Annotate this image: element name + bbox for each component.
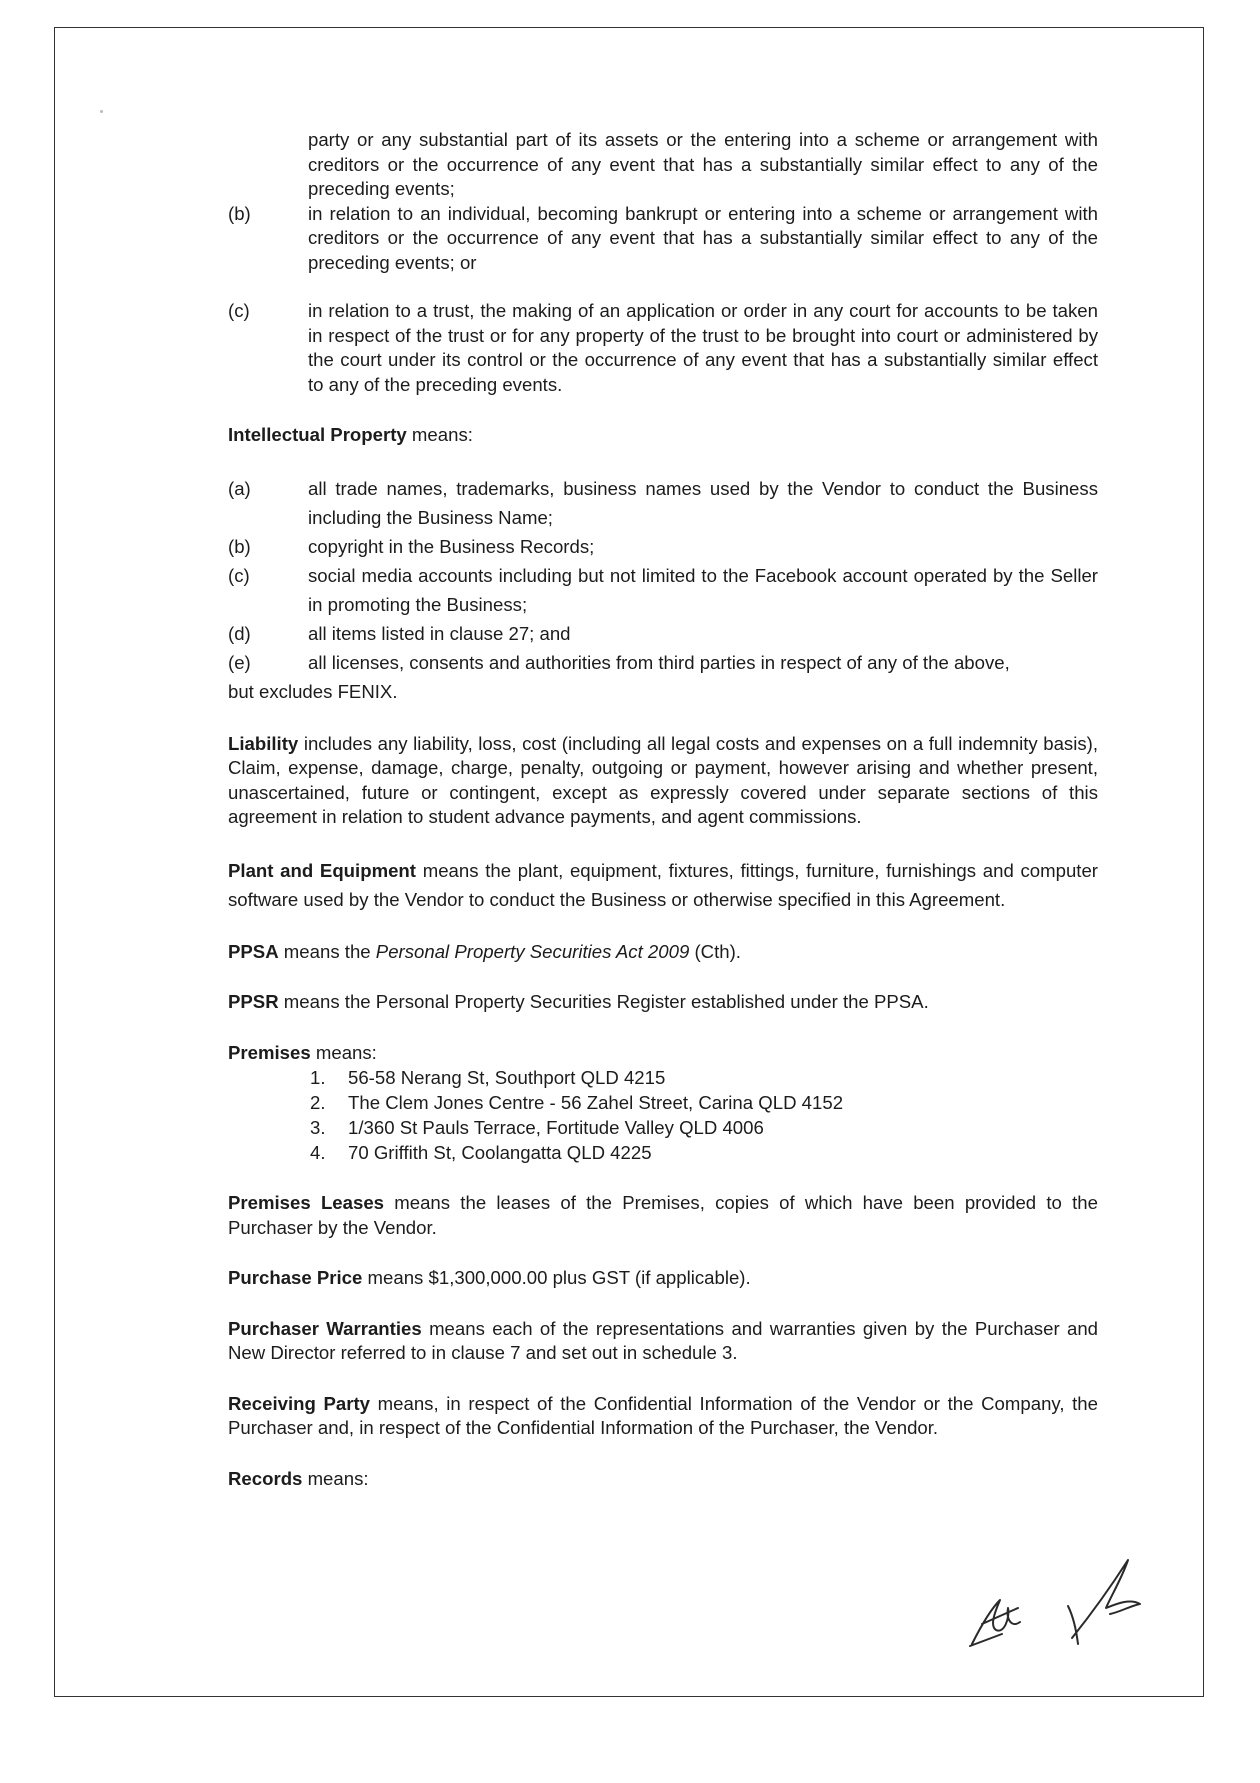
- defined-term: Plant and Equipment: [228, 859, 416, 881]
- ppsa-definition: [228, 940, 1098, 965]
- records-definition-heading: [228, 1467, 1098, 1492]
- item-text: The Clem Jones Centre - 56 Zahel Street, Carina QLD 4152: [348, 1092, 844, 1113]
- definition-text: includes any liability, loss, cost (including all legal costs and expenses on a full indemnity basis), Claim, expense, damage, charge, penalty, outgoing or payment, however arising and whether present, unascertained, future or contingent, except as expressly covered under separate sections of this agreement in relation to student advance payments, and agent commissions.: [228, 732, 1098, 827]
- premises-list: [228, 1065, 1098, 1165]
- item-label: (b): [228, 535, 251, 557]
- defined-term: Purchase Price: [228, 1267, 363, 1288]
- item-text: 70 Griffith St, Coolangatta QLD 4225: [348, 1142, 652, 1163]
- item-text: 56-58 Nerang St, Southport QLD 4215: [348, 1067, 666, 1088]
- ip-item: [228, 561, 1098, 619]
- item-text: social media accounts including but not limited to the Facebook account operated by the Seller in promoting the Business;: [308, 564, 1098, 615]
- definition-text: means the: [278, 940, 376, 962]
- plant-definition: [228, 856, 1098, 914]
- insolvency-item-c: [228, 299, 1098, 397]
- definition-text: means each of the representations and warranties given by the Purchaser and New Director referred to in clause 7 and set out in schedule 3.: [228, 1317, 1099, 1363]
- ip-item: [228, 619, 1098, 648]
- insolvency-b-text: in relation to an individual, becoming bankrupt or entering into a scheme or arrangement with creditors or the occurrence of any event that has a substantially similar effect to any of the preceding events; or: [308, 202, 1098, 273]
- item-number: 1.: [310, 1067, 326, 1088]
- premises-item: [310, 1065, 1098, 1090]
- item-text: 1/360 St Pauls Terrace, Fortitude Valley QLD 4006: [348, 1117, 764, 1138]
- ip-excludes: but excludes FENIX.: [228, 680, 398, 702]
- item-text: copyright in the Business Records;: [308, 535, 595, 557]
- item-text: all trade names, trademarks, business names used by the Vendor to conduct the Business including the Business Name;: [308, 477, 1098, 528]
- item-label: (e): [228, 651, 251, 673]
- premises-item: [310, 1140, 1098, 1165]
- item-text: all items listed in clause 27; and: [308, 622, 571, 644]
- item-number: 4.: [310, 1142, 326, 1163]
- liability-definition: [228, 732, 1098, 830]
- defined-term: PPSR: [228, 991, 279, 1012]
- defined-term: Purchaser Warranties: [228, 1317, 422, 1339]
- defined-term: Records: [228, 1467, 303, 1489]
- item-number: 2.: [310, 1092, 326, 1113]
- premises-item: [310, 1115, 1098, 1140]
- ip-item: [228, 648, 1098, 677]
- item-label: (a): [228, 477, 251, 499]
- item-text: all licenses, consents and authorities from third parties in respect of any of the above,: [308, 651, 1010, 673]
- scan-speck: [100, 110, 103, 113]
- ip-definition-heading: [228, 423, 1098, 448]
- definition-text: means the plant, equipment, fixtures, fittings, furniture, furnishings and computer software used by the Vendor to conduct the Business or otherwise specified in this Agreement.: [228, 859, 1099, 910]
- item-label: (b): [228, 202, 251, 224]
- means-text: means:: [302, 1467, 369, 1489]
- definition-text: means the Personal Property Securities Register established under the PPSA.: [278, 991, 929, 1012]
- ip-item: [228, 474, 1098, 532]
- means-text: means:: [406, 424, 473, 445]
- price-definition: [228, 1266, 1098, 1291]
- item-label: (c): [228, 300, 250, 321]
- defined-term: Premises: [228, 1041, 311, 1063]
- receiving-definition: [228, 1392, 1098, 1441]
- definition-text: means, in respect of the Confidential Information of the Vendor or the Company, the Purchaser and, in respect of the Confidential Information of the Purchaser, the Vendor.: [228, 1392, 1098, 1438]
- premises-item: [310, 1090, 1098, 1115]
- leases-definition: [228, 1191, 1098, 1240]
- item-number: 3.: [310, 1117, 326, 1138]
- defined-term: Liability: [228, 732, 299, 754]
- ppsr-definition: [228, 990, 1098, 1015]
- ip-item: [228, 532, 1098, 561]
- means-text: means:: [310, 1041, 377, 1063]
- defined-term: PPSA: [228, 940, 279, 962]
- definition-text: means the leases of the Premises, copies of which have been provided to the Purchaser by the Vendor.: [228, 1192, 1098, 1238]
- definition-text: means $1,300,000.00 plus GST (if applicable).: [362, 1267, 751, 1288]
- item-label: (d): [228, 622, 251, 644]
- insolvency-c-text: in relation to a trust, the making of an application or order in any court for accounts to be taken in respect of the trust or for any property of the trust to be brought into court or administered by the court under its control or the occurrence of any event that has a substantially similar effect to any of the preceding events.: [308, 300, 1098, 395]
- document-body: [228, 128, 1098, 1491]
- defined-term: Receiving Party: [228, 1392, 371, 1414]
- signature-initials-image: [960, 1548, 1160, 1658]
- signature-initials-left: [970, 1600, 1020, 1646]
- defined-term: Intellectual Property: [228, 424, 407, 445]
- insolvency-item-b: [228, 202, 1098, 276]
- signature-initials-right: [1068, 1560, 1140, 1644]
- premises-definition-heading: [228, 1041, 1098, 1066]
- act-title: Personal Property Securities Act 2009: [375, 940, 690, 962]
- insolvency-item-a-cont: [228, 128, 1098, 202]
- definition-text: (Cth).: [689, 940, 741, 962]
- defined-term: Premises Leases: [228, 1192, 385, 1213]
- warranties-definition: [228, 1317, 1098, 1366]
- item-label: (c): [228, 564, 250, 586]
- insolvency-a-text: party or any substantial part of its assets or the entering into a scheme or arrangement with creditors or the occurrence of any event that has a substantially similar effect to any of the preceding events;: [308, 129, 1098, 199]
